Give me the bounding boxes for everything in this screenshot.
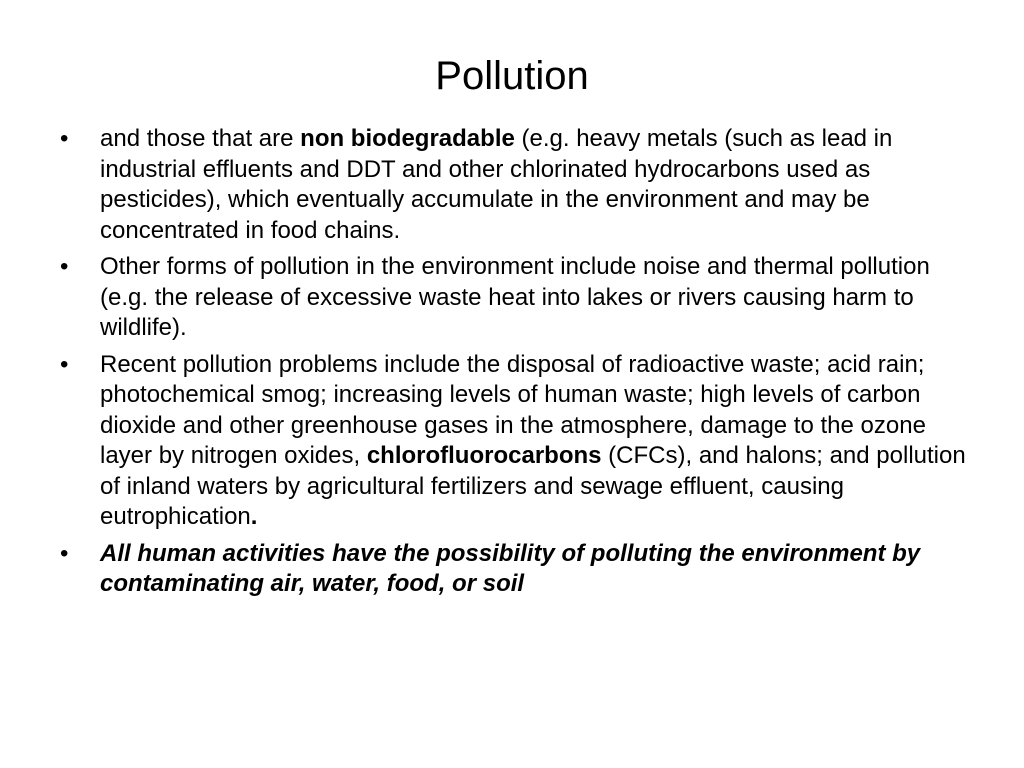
bullet-text-emphasis: All human activities have the possibility of polluting the environment by contaminating air, water, food, or soil <box>100 539 921 597</box>
bullet-marker: • <box>60 350 69 378</box>
bullet-text-segment: (CFCs), and halons; and pollution of inland waters by agricultural fertilizers and sewage effluent, causing eutrophication <box>100 442 966 530</box>
bullet-item-human-activities <box>58 539 978 600</box>
bullet-text: Other forms of pollution in the environment include noise and thermal pollution (e.g. the release of excessive waste heat into lakes or rivers causing harm to wildlife). <box>100 253 930 341</box>
bullet-item-recent-problems <box>58 350 978 533</box>
bullet-text-segment: and those that are <box>100 125 301 152</box>
bullet-marker: • <box>60 125 69 152</box>
bold-term-non-biodegradable: non biodegradable <box>300 125 515 152</box>
bullet-text <box>100 350 978 533</box>
bullet-list <box>58 124 978 606</box>
bold-term-chlorofluorocarbons: chlorofluorocarbons <box>366 442 602 469</box>
bullet-text <box>100 124 978 246</box>
bullet-period: . <box>250 503 258 530</box>
bullet-text-segment: Recent pollution problems include the disposal of radioactive waste; acid rain; photochemical smog; increasing levels of human waste; high levels of carbon dioxide and other greenhouse gases in the atmosphere, damage to the ozone layer by nitrogen oxides, <box>100 350 926 469</box>
bullet-item-noise-thermal <box>58 252 978 344</box>
bullet-item-non-biodegradable <box>58 124 978 246</box>
bullet-text-segment: (e.g. heavy metals (such as lead in industrial effluents and DDT and other chlorinated hydrocarbons used as pesticides), which eventually accumulate in the environment and may be concentrated in food chains. <box>100 125 893 244</box>
slide-title: Pollution <box>435 54 589 98</box>
bullet-marker: • <box>60 253 69 280</box>
bullet-marker: • <box>60 539 69 567</box>
